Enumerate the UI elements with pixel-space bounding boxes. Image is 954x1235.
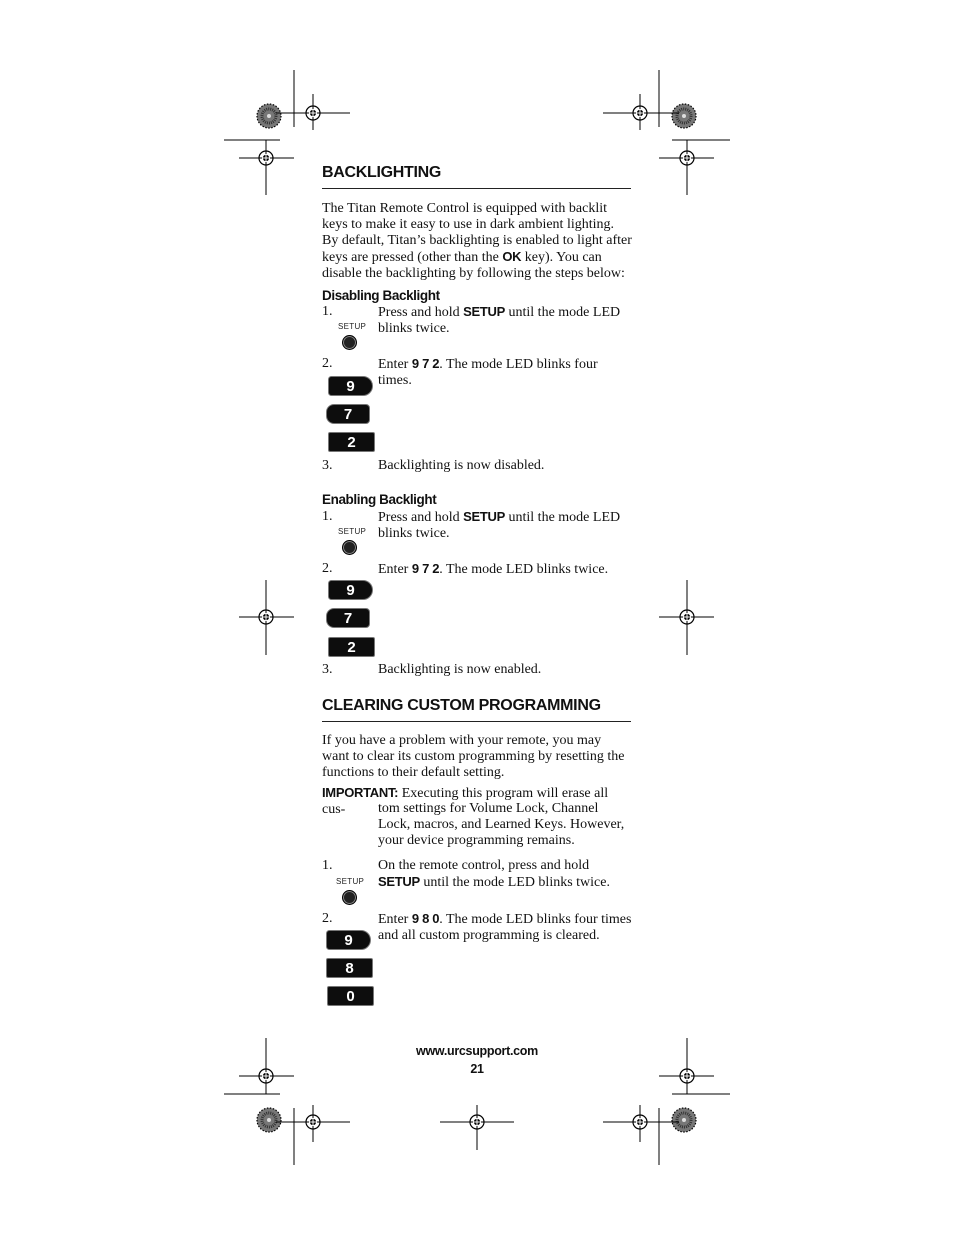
important-label: IMPORTANT: (322, 785, 399, 800)
step-text: Enter 9 7 2. The mode LED blinks twice. (378, 561, 609, 577)
step-number: 3. (322, 662, 333, 677)
number-key-icon: 9 (328, 580, 373, 600)
setup-key-ref: SETUP (463, 304, 506, 319)
subheading-disabling-backlight: Disabling Backlight (322, 288, 440, 303)
number-key-icon: 7 (326, 404, 370, 424)
backlighting-intro: The Titan Remote Control is equipped with backlit keys to make it easy to use in dark ambient lighting. By default, Titan’s backlighting is enabled to light after keys are pressed (other than the OK key). You can disable the backlighting by following the steps below: (322, 201, 632, 281)
subheading-enabling-backlight: Enabling Backlight (322, 492, 437, 507)
setup-button-label: SETUP (336, 877, 365, 886)
step-text: Backlighting is now disabled. (378, 458, 545, 473)
number-key-icon: 2 (328, 637, 375, 657)
ok-key-ref: OK (502, 249, 522, 264)
number-key-icon: 0 (327, 986, 374, 1006)
footer-url: www.urcsupport.com (416, 1044, 538, 1058)
clearing-intro: If you have a problem with your remote, you may want to clear its custom programming by resetting the functions to their default setting. (322, 733, 625, 780)
important-note-continued: tom settings for Volume Lock, Channel Lock, macros, and Learned Keys. However, your device programming remains. (378, 801, 625, 848)
number-key-icon: 9 (326, 930, 371, 950)
number-key-icon: 9 (328, 376, 373, 396)
setup-button-icon (342, 335, 357, 350)
setup-key-ref: SETUP (463, 509, 506, 524)
step-number: 2. (322, 356, 333, 371)
step-number: 1. (322, 304, 333, 319)
setup-button-icon (342, 890, 357, 905)
key-sequence: 9 7 2 (411, 561, 440, 576)
step-text: Press and hold SETUP until the mode LED blinks twice. (378, 304, 621, 336)
step-text: On the remote control, press and hold SETUP until the mode LED blinks twice. (378, 858, 610, 890)
step-text: Enter 9 8 0. The mode LED blinks four times and all custom programming is cleared. (378, 911, 632, 943)
step-text: Press and hold SETUP until the mode LED blinks twice. (378, 509, 621, 541)
step-text: Backlighting is now enabled. (378, 662, 542, 677)
important-note: IMPORTANT: Executing this program will erase all cus- (322, 785, 609, 817)
section-title-clearing: CLEARING CUSTOM PROGRAMMING (322, 697, 601, 714)
step-number: 2. (322, 911, 333, 926)
setup-button-icon (342, 540, 357, 555)
key-sequence: 9 7 2 (411, 356, 440, 371)
number-key-icon: 7 (326, 608, 370, 628)
key-sequence: 9 8 0 (411, 911, 440, 926)
number-key-icon: 8 (326, 958, 373, 978)
step-text: Enter 9 7 2. The mode LED blinks four times. (378, 356, 598, 388)
step-number: 3. (322, 458, 333, 473)
setup-button-label: SETUP (338, 527, 367, 536)
section-divider (322, 721, 631, 722)
page-number: 21 (470, 1062, 484, 1076)
section-divider (322, 188, 631, 189)
setup-key-ref: SETUP (378, 874, 420, 889)
setup-button-label: SETUP (338, 322, 367, 331)
step-number: 2. (322, 561, 333, 576)
section-title-backlighting: BACKLIGHTING (322, 164, 442, 181)
step-number: 1. (322, 509, 333, 524)
number-key-icon: 2 (328, 432, 375, 452)
step-number: 1. (322, 858, 333, 873)
